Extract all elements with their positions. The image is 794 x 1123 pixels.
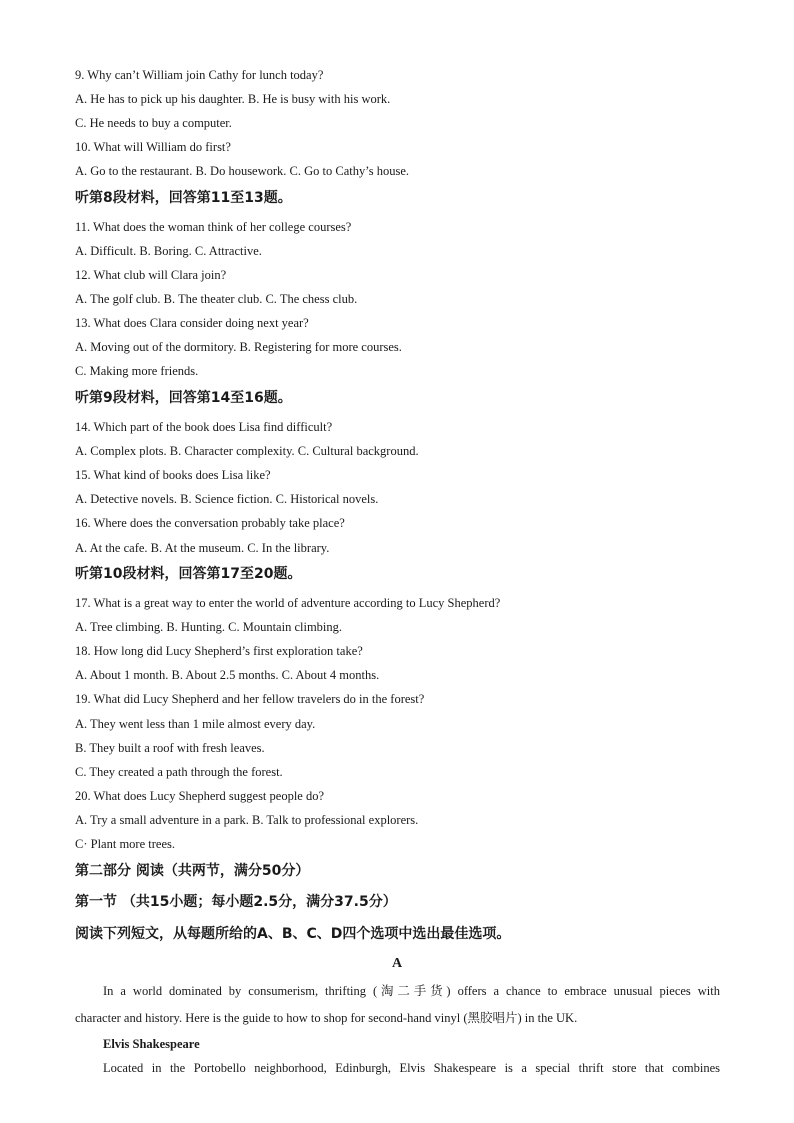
heading-material-10: 听第10段材料，回答第17至20题。	[75, 566, 302, 582]
question-19-option-a: A. They went less than 1 mile almost every day.	[75, 717, 316, 731]
question-19: 19. What did Lucy Shepherd and her fellow travelers do in the forest?	[75, 692, 425, 706]
question-12: 12. What club will Clara join?	[75, 268, 227, 282]
question-15: 15. What kind of books does Lisa like?	[75, 468, 271, 482]
question-13-options-ab: A. Moving out of the dormitory. B. Registering for more courses.	[75, 340, 402, 354]
question-10: 10. What will William do first?	[75, 140, 231, 154]
question-11: 11. What does the woman think of her college courses?	[75, 220, 352, 234]
question-14-options: A. Complex plots. B. Character complexity. C. Cultural background.	[75, 444, 419, 458]
question-15-options: A. Detective novels. B. Science fiction. C. Historical novels.	[75, 492, 379, 506]
question-10-options: A. Go to the restaurant. B. Do housework. C. Go to Cathy’s house.	[75, 164, 409, 178]
question-17: 17. What is a great way to enter the world of adventure according to Lucy Shepherd?	[75, 596, 501, 610]
passage-label: A	[391, 956, 403, 971]
intro-paragraph-line-2: character and history. Here is the guide to how to shop for second-hand vinyl (黑胶唱片) in the UK.	[75, 1011, 578, 1025]
intro-paragraph-line-1: In a world dominated by consumerism, thrifting (淘二手货) offers a chance to embrace unusual pieces with	[103, 984, 720, 998]
question-9-options-ab: A. He has to pick up his daughter. B. He is busy with his work.	[75, 92, 391, 106]
part-two-title: 第二部分 阅读（共两节，满分50分）	[75, 863, 310, 879]
question-17-options: A. Tree climbing. B. Hunting. C. Mountain climbing.	[75, 620, 343, 634]
question-18: 18. How long did Lucy Shepherd’s first exploration take?	[75, 644, 363, 658]
question-20-option-c: C· Plant more trees.	[75, 837, 175, 851]
question-19-option-c: C. They created a path through the forest.	[75, 765, 283, 779]
store-name: Elvis Shakespeare	[103, 1037, 200, 1051]
question-20: 20. What does Lucy Shepherd suggest people do?	[75, 789, 325, 803]
question-11-options: A. Difficult. B. Boring. C. Attractive.	[75, 244, 262, 258]
question-16: 16. Where does the conversation probably take place?	[75, 516, 345, 530]
question-14: 14. Which part of the book does Lisa find difficult?	[75, 420, 333, 434]
question-13-option-c: C. Making more friends.	[75, 364, 199, 378]
question-13: 13. What does Clara consider doing next year?	[75, 316, 309, 330]
heading-material-8: 听第8段材料，回答第11至13题。	[75, 190, 292, 206]
heading-material-9: 听第9段材料，回答第14至16题。	[75, 390, 292, 406]
question-16-options: A. At the cafe. B. At the museum. C. In the library.	[75, 541, 330, 555]
question-12-options: A. The golf club. B. The theater club. C. The chess club.	[75, 292, 358, 306]
question-20-options-ab: A. Try a small adventure in a park. B. Talk to professional explorers.	[75, 813, 419, 827]
reading-instruction: 阅读下列短文，从每题所给的A、B、C、D四个选项中选出最佳选项。	[75, 926, 511, 942]
question-9-option-c: C. He needs to buy a computer.	[75, 116, 232, 130]
question-18-options: A. About 1 month. B. About 2.5 months. C. About 4 months.	[75, 668, 380, 682]
store-paragraph-line-1: Located in the Portobello neighborhood, Edinburgh, Elvis Shakespeare is a special thrift store that combines	[103, 1061, 720, 1075]
question-9: 9. Why can’t William join Cathy for lunch today?	[75, 68, 324, 82]
section-one-title: 第一节 （共15小题；每小题2.5分，满分37.5分）	[75, 894, 397, 910]
question-19-option-b: B. They built a roof with fresh leaves.	[75, 741, 265, 755]
